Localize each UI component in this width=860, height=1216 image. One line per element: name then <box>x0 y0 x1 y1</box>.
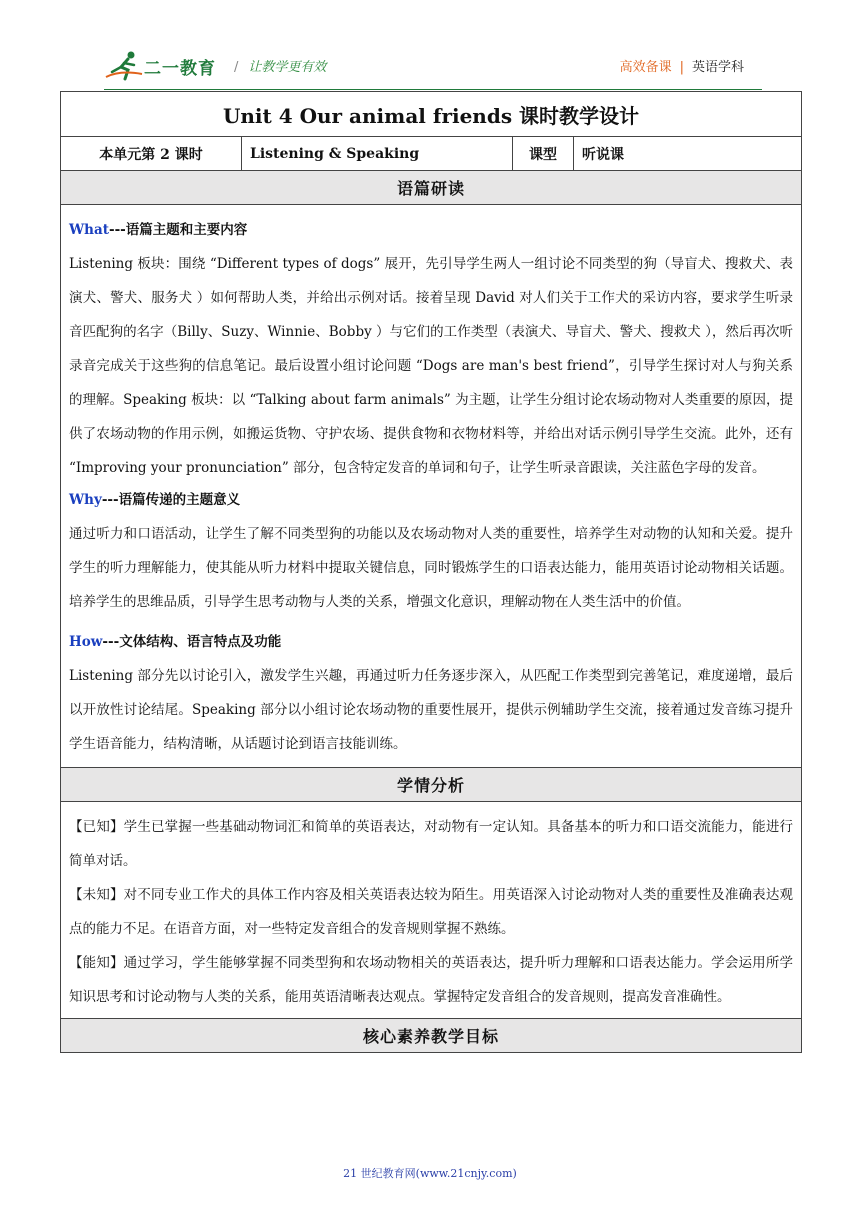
header-subject: 英语学科 <box>691 60 744 75</box>
lesson-topic: Listening & Speaking <box>242 137 513 171</box>
lesson-type-value: 听说课 <box>574 137 802 171</box>
document-title: Unit 4 Our animal friends 课时教学设计 <box>61 92 802 137</box>
known-paragraph: 【已知】学生已掌握一些基础动物词汇和简单的英语表达，对动物有一定认知。具备基本的听力和口语交流能力，能进行简单对话。 <box>69 819 793 869</box>
section-heading-text-study: 语篇研读 <box>61 171 802 205</box>
how-paragraph: Listening 部分先以讨论引入，激发学生兴趣，再通过听力任务逐步深入，从匹配工作类型到完善笔记，难度递增，最后以开放性讨论结尾。Speaking 部分以小组讨论农场动物的重要性展开，提供示例辅助学生交流，接着通过发音练习提升学生语音能力，结构清晰，从话题讨论到语言技能训练。 <box>69 668 793 752</box>
running-man-logo-icon <box>104 50 144 82</box>
can-know-paragraph: 【能知】通过学习，学生能够掌握不同类型狗和农场动物相关的英语表达，提升听力理解和口语表达能力。学会运用所学知识思考和讨论动物与人类的关系，能用英语清晰表达观点。掌握特定发音组合的发音规则，提高发音准确性。 <box>69 955 793 1005</box>
section-heading-learner-analysis: 学情分析 <box>61 768 802 802</box>
why-keyword: Why <box>69 492 102 508</box>
how-keyword: How <box>69 634 103 650</box>
why-heading <box>69 487 793 513</box>
section-heading-core-literacy-goals: 核心素养教学目标 <box>61 1019 802 1053</box>
how-title: ---文体结构、语言特点及功能 <box>102 634 282 650</box>
what-keyword: What <box>69 222 109 238</box>
why-title: ---语篇传递的主题意义 <box>101 492 241 508</box>
what-paragraph: Listening 板块：围绕 “Different types of dogs” 展开，先引导学生两人一组讨论不同类型的狗（导盲犬、搜救犬、表演犬、警犬、服务犬 ）如何帮助人类，并给出示例对话。接着呈现 David 对人们关于工作犬的采访内容，要求学生听录音匹配狗的名字（Billy、Suzy、Winnie、Bobby ）与它们的工作类型（表演犬、导盲犬、警犬、搜救犬 ），然后再次听录音完成关于这些狗的信息笔记。最后设置小组讨论问题 “Dogs are man's best friend”，引导学生探讨对人与狗关系的理解。Speaking 板块：以 “Talking about farm animals” 为主题，让学生分组讨论农场动物对人类重要的原因，提供了农场动物的作用示例，如搬运货物、守护农场、提供食物和衣物材料等，并给出对话示例引导学生交流。此外，还有 “Improving your pronunciation” 部分，包含特定发音的单词和句子，让学生听录音跟读，关注蓝色字母的发音。 <box>69 256 793 476</box>
lesson-design-table <box>60 91 802 1053</box>
lesson-number: 本单元第 2 课时 <box>61 137 242 171</box>
header-right <box>620 56 744 75</box>
page-footer: 21 世纪教育网(www.21cnjy.com) <box>343 1167 517 1180</box>
lesson-type-label: 课型 <box>513 137 574 171</box>
text-study-content <box>61 205 802 768</box>
header-tag: 高效备课 <box>619 60 672 75</box>
header-separator: | <box>679 60 684 75</box>
page-header <box>60 40 772 92</box>
what-heading <box>69 217 793 243</box>
slogan-text: 让教学更有效 <box>248 60 327 75</box>
slogan: / 让教学更有效 <box>234 60 327 75</box>
unknown-paragraph: 【未知】对不同专业工作犬的具体工作内容及相关英语表达较为陌生。用英语深入讨论动物对人类的重要性及准确表达观点的能力不足。在语音方面，对一些特定发音组合的发音规则掌握不熟练。 <box>69 887 793 937</box>
header-divider <box>104 89 762 90</box>
brand-name: 二一教育 <box>144 59 216 79</box>
what-title: ---语篇主题和主要内容 <box>108 222 248 238</box>
learner-analysis-content <box>61 802 802 1019</box>
info-row <box>61 137 802 171</box>
how-heading <box>69 629 793 655</box>
why-paragraph: 通过听力和口语活动，让学生了解不同类型狗的功能以及农场动物对人类的重要性，培养学生对动物的认知和关爱。提升学生的听力理解能力，使其能从听力材料中提取关键信息，同时锻炼学生的口语表达能力，能用英语讨论动物相关话题。培养学生的思维品质，引导学生思考动物与人类的关系，增强文化意识，理解动物在人类生活中的价值。 <box>69 526 793 610</box>
